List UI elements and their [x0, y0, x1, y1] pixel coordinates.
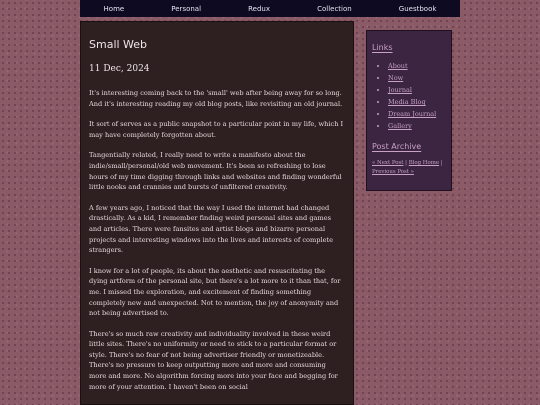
separator: |	[405, 160, 407, 166]
links-heading: Links	[372, 43, 393, 52]
post-paragraph: There's so much raw creativity and individuality involved in these weird little sites. There's no uniformity or need to stick to a particular format or style. There's no fear of not being advertiser friendly or monetizeable. There's no pressure to keep outputting more and more and consuming more and more. No algorithm forcing more into your face and begging for more of your attention. I haven't been on social	[89, 329, 338, 391]
list-item	[388, 60, 446, 72]
post-title: Small Web	[89, 38, 148, 51]
nav-redux[interactable]: Redux	[248, 4, 271, 13]
list-item	[388, 72, 446, 84]
post-content	[80, 21, 354, 405]
link-now[interactable]: Now	[388, 74, 404, 82]
nav-collection[interactable]: Collection	[317, 4, 352, 13]
link-media-blog[interactable]: Media Blog	[388, 98, 426, 106]
post-paragraph: It's interesting coming back to the 'small' web after being away for so long. And it's interesting reading my old blog posts, like revisiting an old journal.	[89, 89, 343, 108]
post-paragraph: Tangentially related, I really need to write a manifesto about the indie/small/personal/old web movement. It's been so refreshing to lose hours of my time digging through links and websites and finding wonderful little nooks and crannies and bursts of unfiltered creativity.	[89, 151, 342, 192]
link-about[interactable]: About	[388, 62, 408, 70]
previous-post-link[interactable]: Previous Post »	[372, 169, 414, 175]
sidebar	[366, 30, 452, 191]
list-item	[388, 96, 446, 108]
links-list	[372, 60, 446, 132]
nav-personal[interactable]: Personal	[171, 4, 202, 13]
post-pagination	[372, 159, 446, 177]
post-date: 11 Dec, 2024	[89, 64, 150, 74]
post-paragraph: A few years ago, I noticed that the way I used the internet had changed drastically. As a kid, I remember finding weird personal sites and games and articles. There were fansites and artist blogs and bizarre personal projects and interesting windows into the lives and interests of complete strangers.	[89, 203, 334, 255]
link-journal[interactable]: Journal	[388, 86, 412, 94]
top-nav	[80, 0, 460, 17]
blog-home-link[interactable]: Blog Home	[408, 160, 440, 166]
separator: |	[440, 160, 443, 166]
nav-home[interactable]: Home	[103, 4, 125, 13]
post-archive-heading[interactable]: Post Archive	[372, 142, 422, 151]
list-item	[388, 108, 446, 120]
link-gallery[interactable]: Gallery	[388, 122, 412, 130]
list-item	[388, 120, 446, 132]
list-item	[388, 84, 446, 96]
nav-guestbook[interactable]: Guestbook	[398, 4, 437, 13]
next-post-link[interactable]: « Next Post	[372, 160, 404, 166]
link-dream-journal[interactable]: Dream Journal	[388, 110, 437, 118]
post-paragraph: It sort of serves as a public snapshot to a particular point in my life, which I may have completely forgotten about.	[89, 120, 344, 139]
post-paragraph: I know for a lot of people, its about the aesthetic and resuscitating the dying artform of the personal site, but there's a lot more to it than that, for me. I missed the exploration, and excitement of finding something completely new and unexpected. Not to mention, the joy of anonymity and not being advertised to.	[89, 266, 341, 318]
